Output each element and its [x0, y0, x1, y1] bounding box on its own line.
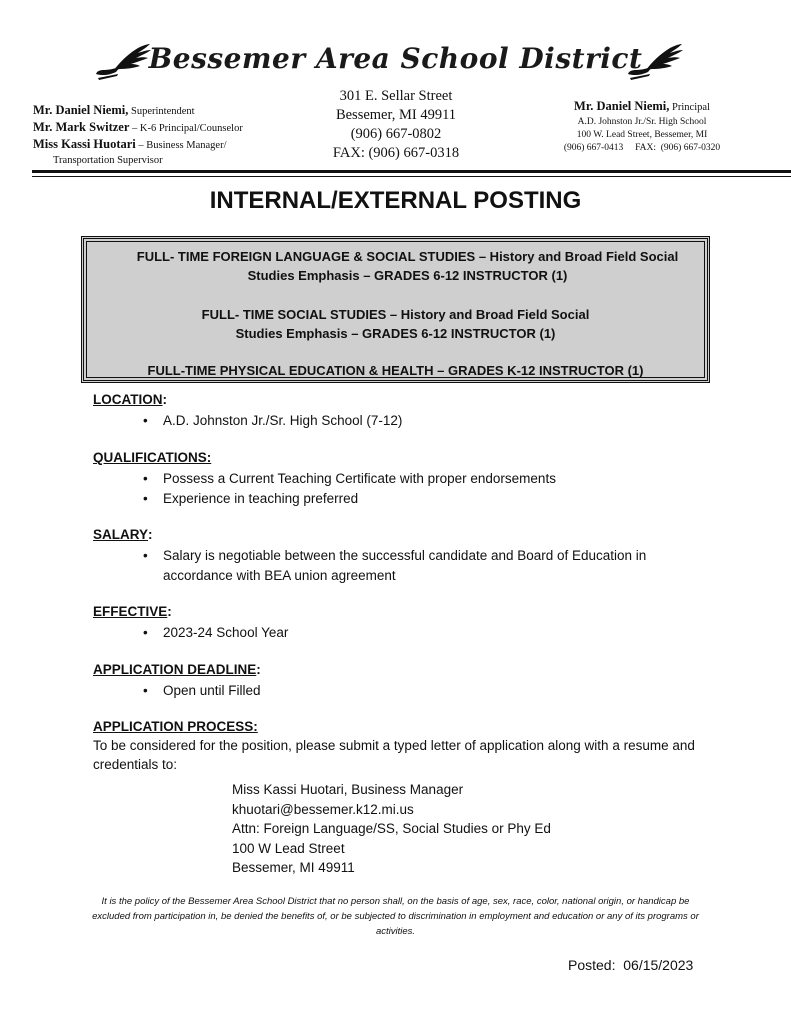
- positions-box: [81, 236, 710, 383]
- contact-block: [232, 780, 551, 878]
- bullet-icon: •: [143, 471, 148, 486]
- staff-name: Miss Kassi Huotari: [33, 137, 136, 151]
- bullet-list: [93, 546, 713, 586]
- heading-colon: :: [167, 604, 172, 619]
- staff-name: Mr. Mark Switzer: [33, 120, 130, 134]
- staff-row: [33, 102, 243, 119]
- district-staff: [33, 102, 243, 168]
- section-heading: [93, 391, 713, 409]
- bullet-icon: •: [143, 413, 148, 428]
- header-divider: [32, 170, 791, 173]
- list-item-text: Open until Filled: [163, 683, 261, 698]
- staff-title: – Business Manager/: [135, 140, 227, 151]
- heading-text: EFFECTIVE: [93, 604, 168, 619]
- list-item-text: accordance with BEA union agreement: [163, 568, 396, 583]
- position-line: FULL-TIME PHYSICAL EDUCATION & HEALTH – GRADES K-12 INSTRUCTOR (1): [147, 363, 644, 378]
- list-item: [93, 411, 713, 431]
- section-heading: [93, 526, 713, 544]
- position-line: Studies Emphasis – GRADES 6-12 INSTRUCTOR (1): [235, 326, 556, 341]
- bullet-list: [93, 469, 713, 509]
- list-item: [93, 623, 713, 643]
- bullet-icon: •: [143, 491, 148, 506]
- bullet-list: [93, 681, 713, 701]
- staff-title: – K-6 Principal/Counselor: [129, 123, 243, 134]
- position-item: [84, 361, 707, 380]
- staff-name: Mr. Daniel Niemi,: [33, 103, 129, 117]
- position-line: FULL- TIME SOCIAL STUDIES – History and Broad Field Social: [201, 307, 590, 322]
- list-item-text: 2023-24 School Year: [163, 625, 289, 640]
- section-heading: [93, 661, 713, 679]
- bullet-list: [93, 411, 713, 431]
- staff-title: Superintendent: [128, 106, 195, 117]
- salary-section: [93, 526, 713, 586]
- list-item-text: Experience in teaching preferred: [163, 491, 359, 506]
- school-name: A.D. Johnston Jr./Sr. High School: [577, 117, 707, 127]
- location-section: [93, 391, 713, 431]
- list-item-text: Possess a Current Teaching Certificate with proper endorsements: [163, 471, 556, 486]
- section-heading: [93, 603, 713, 621]
- heading-text: SALARY: [93, 527, 149, 542]
- position-line: FULL- TIME FOREIGN LANGUAGE & SOCIAL STUDIES – History and Broad Field Social: [136, 249, 679, 264]
- principal-name: Mr. Daniel Niemi,: [574, 99, 670, 113]
- staff-title-continuation: Transportation Supervisor: [53, 155, 163, 166]
- list-item-text: A.D. Johnston Jr./Sr. High School (7-12): [163, 413, 403, 428]
- qualifications-section: [93, 449, 713, 509]
- heading-colon: :: [162, 392, 167, 407]
- bullet-icon: •: [143, 625, 148, 640]
- list-item: [93, 566, 713, 586]
- staff-row: [33, 136, 243, 153]
- contact-street: 100 W Lead Street: [232, 840, 345, 856]
- heading-text: LOCATION: [93, 392, 163, 407]
- bullet-list: [93, 623, 713, 643]
- heading-colon: :: [148, 527, 153, 542]
- section-heading: QUALIFICATIONS:: [93, 450, 212, 465]
- address-city: Bessemer, MI 49911: [335, 107, 457, 123]
- effective-section: [93, 603, 713, 643]
- page-title: INTERNAL/EXTERNAL POSTING: [209, 187, 582, 214]
- list-item-text: Salary is negotiable between the successful candidate and Board of Education in: [163, 548, 647, 563]
- position-item: [84, 305, 707, 343]
- position-line: Studies Emphasis – GRADES 6-12 INSTRUCTOR (1): [247, 268, 568, 283]
- list-item: [93, 681, 713, 701]
- list-item: [93, 489, 713, 509]
- address-phone: (906) 667-0802: [350, 126, 442, 142]
- address-fax: FAX: (906) 667-0318: [332, 145, 460, 161]
- section-heading: APPLICATION PROCESS:: [93, 719, 258, 734]
- principal-title: Principal: [669, 102, 710, 113]
- contact-attn: Attn: Foreign Language/SS, Social Studies or Phy Ed: [232, 821, 551, 836]
- address-street: 301 E. Sellar Street: [339, 88, 453, 104]
- bullet-icon: •: [143, 683, 148, 698]
- heading-text: APPLICATION DEADLINE: [93, 662, 257, 677]
- list-item: [93, 469, 713, 489]
- contact-name: Miss Kassi Huotari, Business Manager: [232, 782, 464, 797]
- nondiscrimination-policy: It is the policy of the Bessemer Area School District that no person shall, on the basis of age, sex, race, color, national origin, or handicap be excluded from participation in, be denied the benefits of, or be subjected to discrimination in employment and education or any of its programs or activities.: [92, 896, 699, 937]
- contact-city: Bessemer, MI 49911: [232, 860, 355, 875]
- posted-date: Posted: 06/15/2023: [568, 957, 694, 973]
- process-section: [93, 718, 713, 774]
- position-item: [84, 247, 707, 285]
- school-contact: [548, 98, 736, 155]
- principal-row: [548, 98, 736, 116]
- header-divider-thin: [32, 176, 791, 177]
- district-address: [300, 87, 492, 163]
- school-phone-fax: (906) 667-0413 FAX: (906) 667-0320: [563, 143, 721, 153]
- staff-row: [33, 119, 243, 136]
- bullet-icon: •: [143, 548, 148, 563]
- district-name: Bessemer Area School District: [148, 42, 643, 75]
- list-item: [93, 546, 713, 566]
- school-address: 100 W. Lead Street, Bessemer, MI: [576, 130, 708, 140]
- heading-colon: :: [256, 662, 261, 677]
- contact-email: khuotari@bessemer.k12.mi.us: [232, 801, 414, 817]
- deadline-section: [93, 661, 713, 701]
- process-text: To be considered for the position, please submit a typed letter of application along with a resume and credentials to:: [93, 738, 695, 772]
